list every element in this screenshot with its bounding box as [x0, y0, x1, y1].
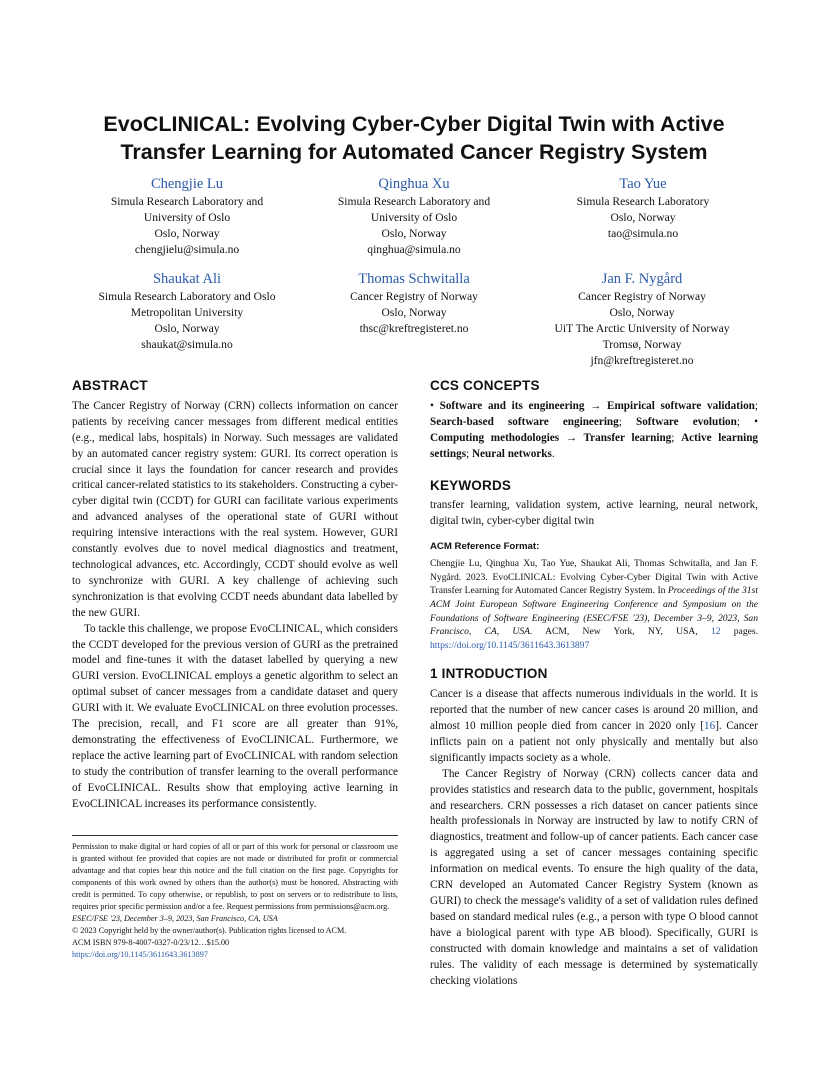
author-location: Tromsø, Norway [602, 338, 682, 351]
pages-link[interactable]: 12 [710, 626, 721, 638]
author-name[interactable]: Shaukat Ali [152, 271, 222, 287]
permission-footnote [72, 835, 398, 961]
permission-text: Permission to make digital or hard copies of all or part of this work for personal or classroom use is granted without fee provided that copies are not made or distributed for profit or commercial advantage and that copies bear this notice and the full citation on the first page. Copyrights for components of this work owned by others than the author(s) must be honored. Abstracting with credit is permitted. To copy otherwise, or republish, to post on servers or to redistribute to lists, requires prior specific permission and/or a fee. Request permissions from permissions@acm.org. [72, 842, 398, 911]
author-name[interactable]: Jan F. Nygård [601, 271, 683, 287]
author-email: shaukat@simula.no [141, 338, 233, 351]
intro-paragraph: The Cancer Registry of Norway (CRN) collects cancer data and provides statistics and research data to the public, government, hospitals and researchers. CRN possesses a rich dataset on cancer patients since health professionals in Norway are instructed by law to notify CRN of diagnostics, treatment and follow-up of cancer patients. Each cancer case is aggregated using a set of cancer messages containing specific information on medical events. To ensure the high quality of the data, CRN developed an Automated Cancer Registry System (known as GURI) to check the message's validity of a set of validation rules defined based on standard medical rules (e.g., a person with type O blood cannot have a biological parent with type AB blood). Specifically, GURI is constructed with domain knowledge and maintains a set of validation rules. The validity of each message is determined by systematically checking violations [430, 767, 758, 987]
citation-link[interactable]: 16 [704, 720, 716, 733]
isbn-text: ACM ISBN 979-8-4007-0327-0/23/12…$15.00 [72, 938, 230, 947]
author-block [522, 269, 762, 369]
author-location: Oslo, Norway [154, 322, 220, 335]
author-email: qinghua@simula.no [367, 243, 461, 256]
author-email: thsc@kreftregisteret.no [359, 322, 469, 335]
left-column [72, 378, 398, 812]
keywords-heading: KEYWORDS [430, 477, 512, 493]
author-email: tao@simula.no [607, 227, 679, 240]
author-name[interactable]: Thomas Schwitalla [358, 271, 470, 287]
copyright-text: © 2023 Copyright held by the owner/author(s). Publication rights licensed to ACM. [72, 926, 347, 935]
author-affiliation: Simula Research Laboratory and [110, 195, 264, 208]
ccs-heading: CCS CONCEPTS [430, 378, 540, 393]
author-affiliation: Cancer Registry of Norway [350, 290, 478, 303]
reference-heading: ACM Reference Format: [430, 541, 540, 553]
author-name[interactable]: Qinghua Xu [378, 176, 450, 192]
author-location: Oslo, Norway [381, 306, 447, 319]
author-name[interactable]: Tao Yue [619, 176, 667, 192]
author-location: Oslo, Norway [610, 211, 676, 224]
conference-info: ESEC/FSE '23, December 3–9, 2023, San Francisco, CA, USA [72, 914, 278, 923]
author-location: Oslo, Norway [381, 227, 447, 240]
abstract-heading: ABSTRACT [72, 378, 148, 393]
author-affiliation: Simula Research Laboratory and [337, 195, 491, 208]
reference-format: Chengjie Lu, Qinghua Xu, Tao Yue, Shaukat Ali, Thomas Schwitalla, and Jan F. Nygård. 2023. EvoCLINICAL: Evolving Cyber-Cyber Digital Twin with Active Transfer Learning for Automated Cancer Registry System. In Proceedings of the 31st ACM Joint European Software Engineering Conference and Symposium on the Foundations of Software Engineering (ESEC/FSE '23), December 3–9, 2023, San Francisco, CA, USA. ACM, New York, NY, USA, 12 pages. https://doi.org/10.1145/3611643.3613897 [430, 558, 759, 651]
paper-title [60, 110, 768, 166]
author-block [299, 174, 529, 258]
author-block [72, 269, 302, 353]
author-block [528, 174, 758, 242]
right-column [430, 378, 758, 989]
intro-paragraph: Cancer is a disease that affects numerous individuals in the world. It is reported that the number of new cancer cases is around 20 million, and almost 10 million people died from cancer in 2020 only [16]. Cancer inflicts pain on a patient not only physically and mentally but also significantly impacts society as a whole. [430, 688, 759, 764]
abstract-paragraph: The Cancer Registry of Norway (CRN) collects information on cancer patients by receiving cancer messages from different medical entities (e.g., medical labs, hospitals) in Norway. Such messages are validated by an automated cancer registry system: GURI. Its correct operation is crucial since it lays the foundation for cancer research and provides critical cancer-related statistics to its stakeholders. Constructing a cyber-cyber digital twin (CCDT) for GURI can facilitate various experiments and advanced analyses of the operational state of GURI without requiring intensive interactions with the real system. However, GURI constantly evolves due to novel medical diagnostics and treatment, technological advances, etc. Accordingly, CCDT should evolve as well to synchronize with GURI. A key challenge of achieving such synchronization is that evolving CCDT needs abundant data labelled by the new GURI. [72, 399, 398, 619]
author-email: chengjielu@simula.no [134, 243, 240, 256]
author-block [299, 269, 529, 337]
author-block [72, 174, 302, 258]
doi-link[interactable]: https://doi.org/10.1145/3611643.3613897 [72, 950, 208, 959]
author-location: Oslo, Norway [154, 227, 220, 240]
author-affiliation: Metropolitan University [130, 306, 244, 319]
author-affiliation: Cancer Registry of Norway [578, 290, 706, 303]
title-line-1: EvoCLINICAL: Evolving Cyber-Cyber Digital Twin with Active [103, 112, 725, 136]
abstract-paragraph: To tackle this challenge, we propose EvoCLINICAL, which considers the CCDT developed for the previous version of GURI as the pretrained model and fine-tunes it with the dataset labelled by querying a new GURI version. EvoCLINICAL employs a genetic algorithm to select an optimal subset of cancer messages from a candidate dataset and query GURI with it. We evaluate EvoCLINICAL on three evolution processes. The precision, recall, and F1 score are all greater than 91%, demonstrating the effectiveness of EvoCLINICAL. Furthermore, we replace the active learning part of EvoCLINICAL with random selection to study the contribution of transfer learning to the overall performance of EvoCLINICAL. Results show that employing active learning in EvoCLINICAL increases its performance consistently. [72, 622, 398, 810]
author-location: Oslo, Norway [609, 306, 675, 319]
author-affiliation: Simula Research Laboratory [576, 195, 710, 208]
author-affiliation: UiT The Arctic University of Norway [554, 322, 730, 335]
keywords-text: transfer learning, validation system, active learning, neural network, digital twin, cyber-cyber digital twin [430, 499, 758, 528]
ccs-concepts: • Software and its engineering → Empirical software validation; Search-based software engineering; Software evolution; • Computing methodologies → Transfer learning; Active learning settings; Neural networks. [430, 399, 759, 460]
author-name[interactable]: Chengjie Lu [150, 176, 224, 192]
author-affiliation: University of Oslo [143, 211, 231, 224]
introduction-heading: 1 INTRODUCTION [430, 666, 548, 682]
title-line-2: Transfer Learning for Automated Cancer Registry System [120, 140, 708, 164]
author-email: jfn@kreftregisteret.no [590, 354, 694, 367]
author-affiliation: Simula Research Laboratory and Oslo [98, 290, 276, 303]
author-affiliation: University of Oslo [370, 211, 458, 224]
reference-doi-link[interactable]: https://doi.org/10.1145/3611643.3613897 [430, 639, 590, 651]
